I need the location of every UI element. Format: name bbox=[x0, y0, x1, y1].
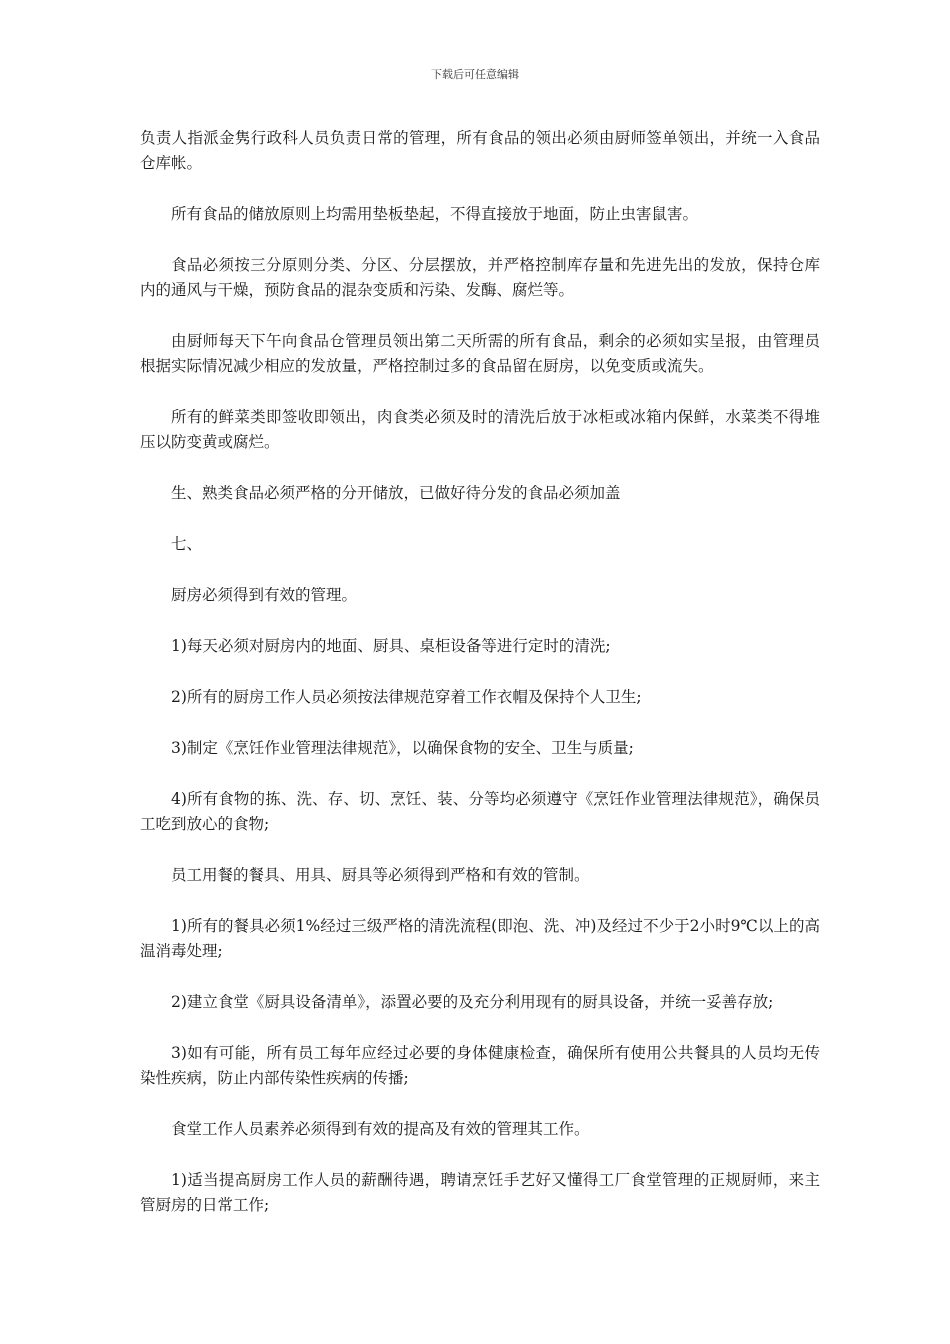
paragraph-fresh-vegetables: 所有的鲜菜类即签收即领出，肉食类必须及时的清洗后放于冰柜或冰箱内保鲜，水菜类不得堆压以防变黄或腐烂。 bbox=[140, 408, 820, 451]
document-body bbox=[140, 126, 820, 1244]
page-header-note: 下载后可任意编辑 bbox=[431, 68, 519, 81]
paragraph-storage-pallets: 所有食品的储放原则上均需用垫板垫起，不得直接放于地面，防止虫害鼠害。 bbox=[171, 205, 699, 223]
paragraph-warehouse-responsibility: 负责人指派金隽行政科人员负责日常的管理，所有食品的领出必须由厨师签单领出，并统一入食品仓库帐。 bbox=[140, 129, 820, 172]
list-item-staff-pay: 1)适当提高厨房工作人员的薪酬待遇，聘请烹饪手艺好又懂得工厂食堂管理的正规厨师，来主管厨房的日常工作; bbox=[140, 1171, 820, 1214]
list-item-uniform-hygiene: 2)所有的厨房工作人员必须按法律规范穿着工作衣帽及保持个人卫生; bbox=[171, 688, 642, 706]
list-item-cooking-standards: 3)制定《烹饪作业管理法律规范》，以确保食物的安全、卫生与质量; bbox=[171, 739, 634, 757]
paragraph-staff-quality: 食堂工作人员素养必须得到有效的提高及有效的管理其工作。 bbox=[171, 1120, 590, 1138]
list-item-cleaning: 1)每天必须对厨房内的地面、厨具、桌柜设备等进行定时的清洗; bbox=[171, 637, 611, 655]
paragraph-classification: 食品必须按三分原则分类、分区、分层摆放，并严格控制库存量和先进先出的发放，保持仓库内的通风与干燥，预防食品的混杂变质和污染、发酶、腐烂等。 bbox=[140, 256, 820, 299]
paragraph-tableware-control: 员工用餐的餐具、用具、厨具等必须得到严格和有效的管制。 bbox=[171, 866, 590, 884]
section-heading-seven: 七、 bbox=[171, 535, 203, 553]
list-item-tableware-cleaning: 1)所有的餐具必须1%经过三级严格的清洗流程(即泡、洗、冲)及经过不少于2小时9℃以上的高温消毒处理; bbox=[140, 917, 820, 960]
list-item-health-check: 3)如有可能，所有员工每年应经过必要的身体健康检查，确保所有使用公共餐具的人员均无传染性疾病，防止内部传染性疾病的传播; bbox=[140, 1044, 820, 1087]
list-item-equipment-list: 2)建立食堂《厨具设备清单》，添置必要的及充分利用现有的厨具设备，并统一妥善存放; bbox=[171, 993, 774, 1011]
paragraph-raw-cooked-separation: 生、熟类食品必须严格的分开储放，已做好待分发的食品必须加盖 bbox=[171, 484, 621, 502]
paragraph-kitchen-management: 厨房必须得到有效的管理。 bbox=[171, 586, 358, 604]
paragraph-daily-requisition: 由厨师每天下午向食品仓管理员领出第二天所需的所有食品，剩余的必须如实呈报，由管理员根据实际情况减少相应的发放量，严格控制过多的食品留在厨房，以免变质或流失。 bbox=[140, 332, 820, 375]
list-item-food-process: 4)所有食物的拣、洗、存、切、烹饪、装、分等均必须遵守《烹饪作业管理法律规范》，确保员工吃到放心的食物; bbox=[140, 790, 820, 833]
